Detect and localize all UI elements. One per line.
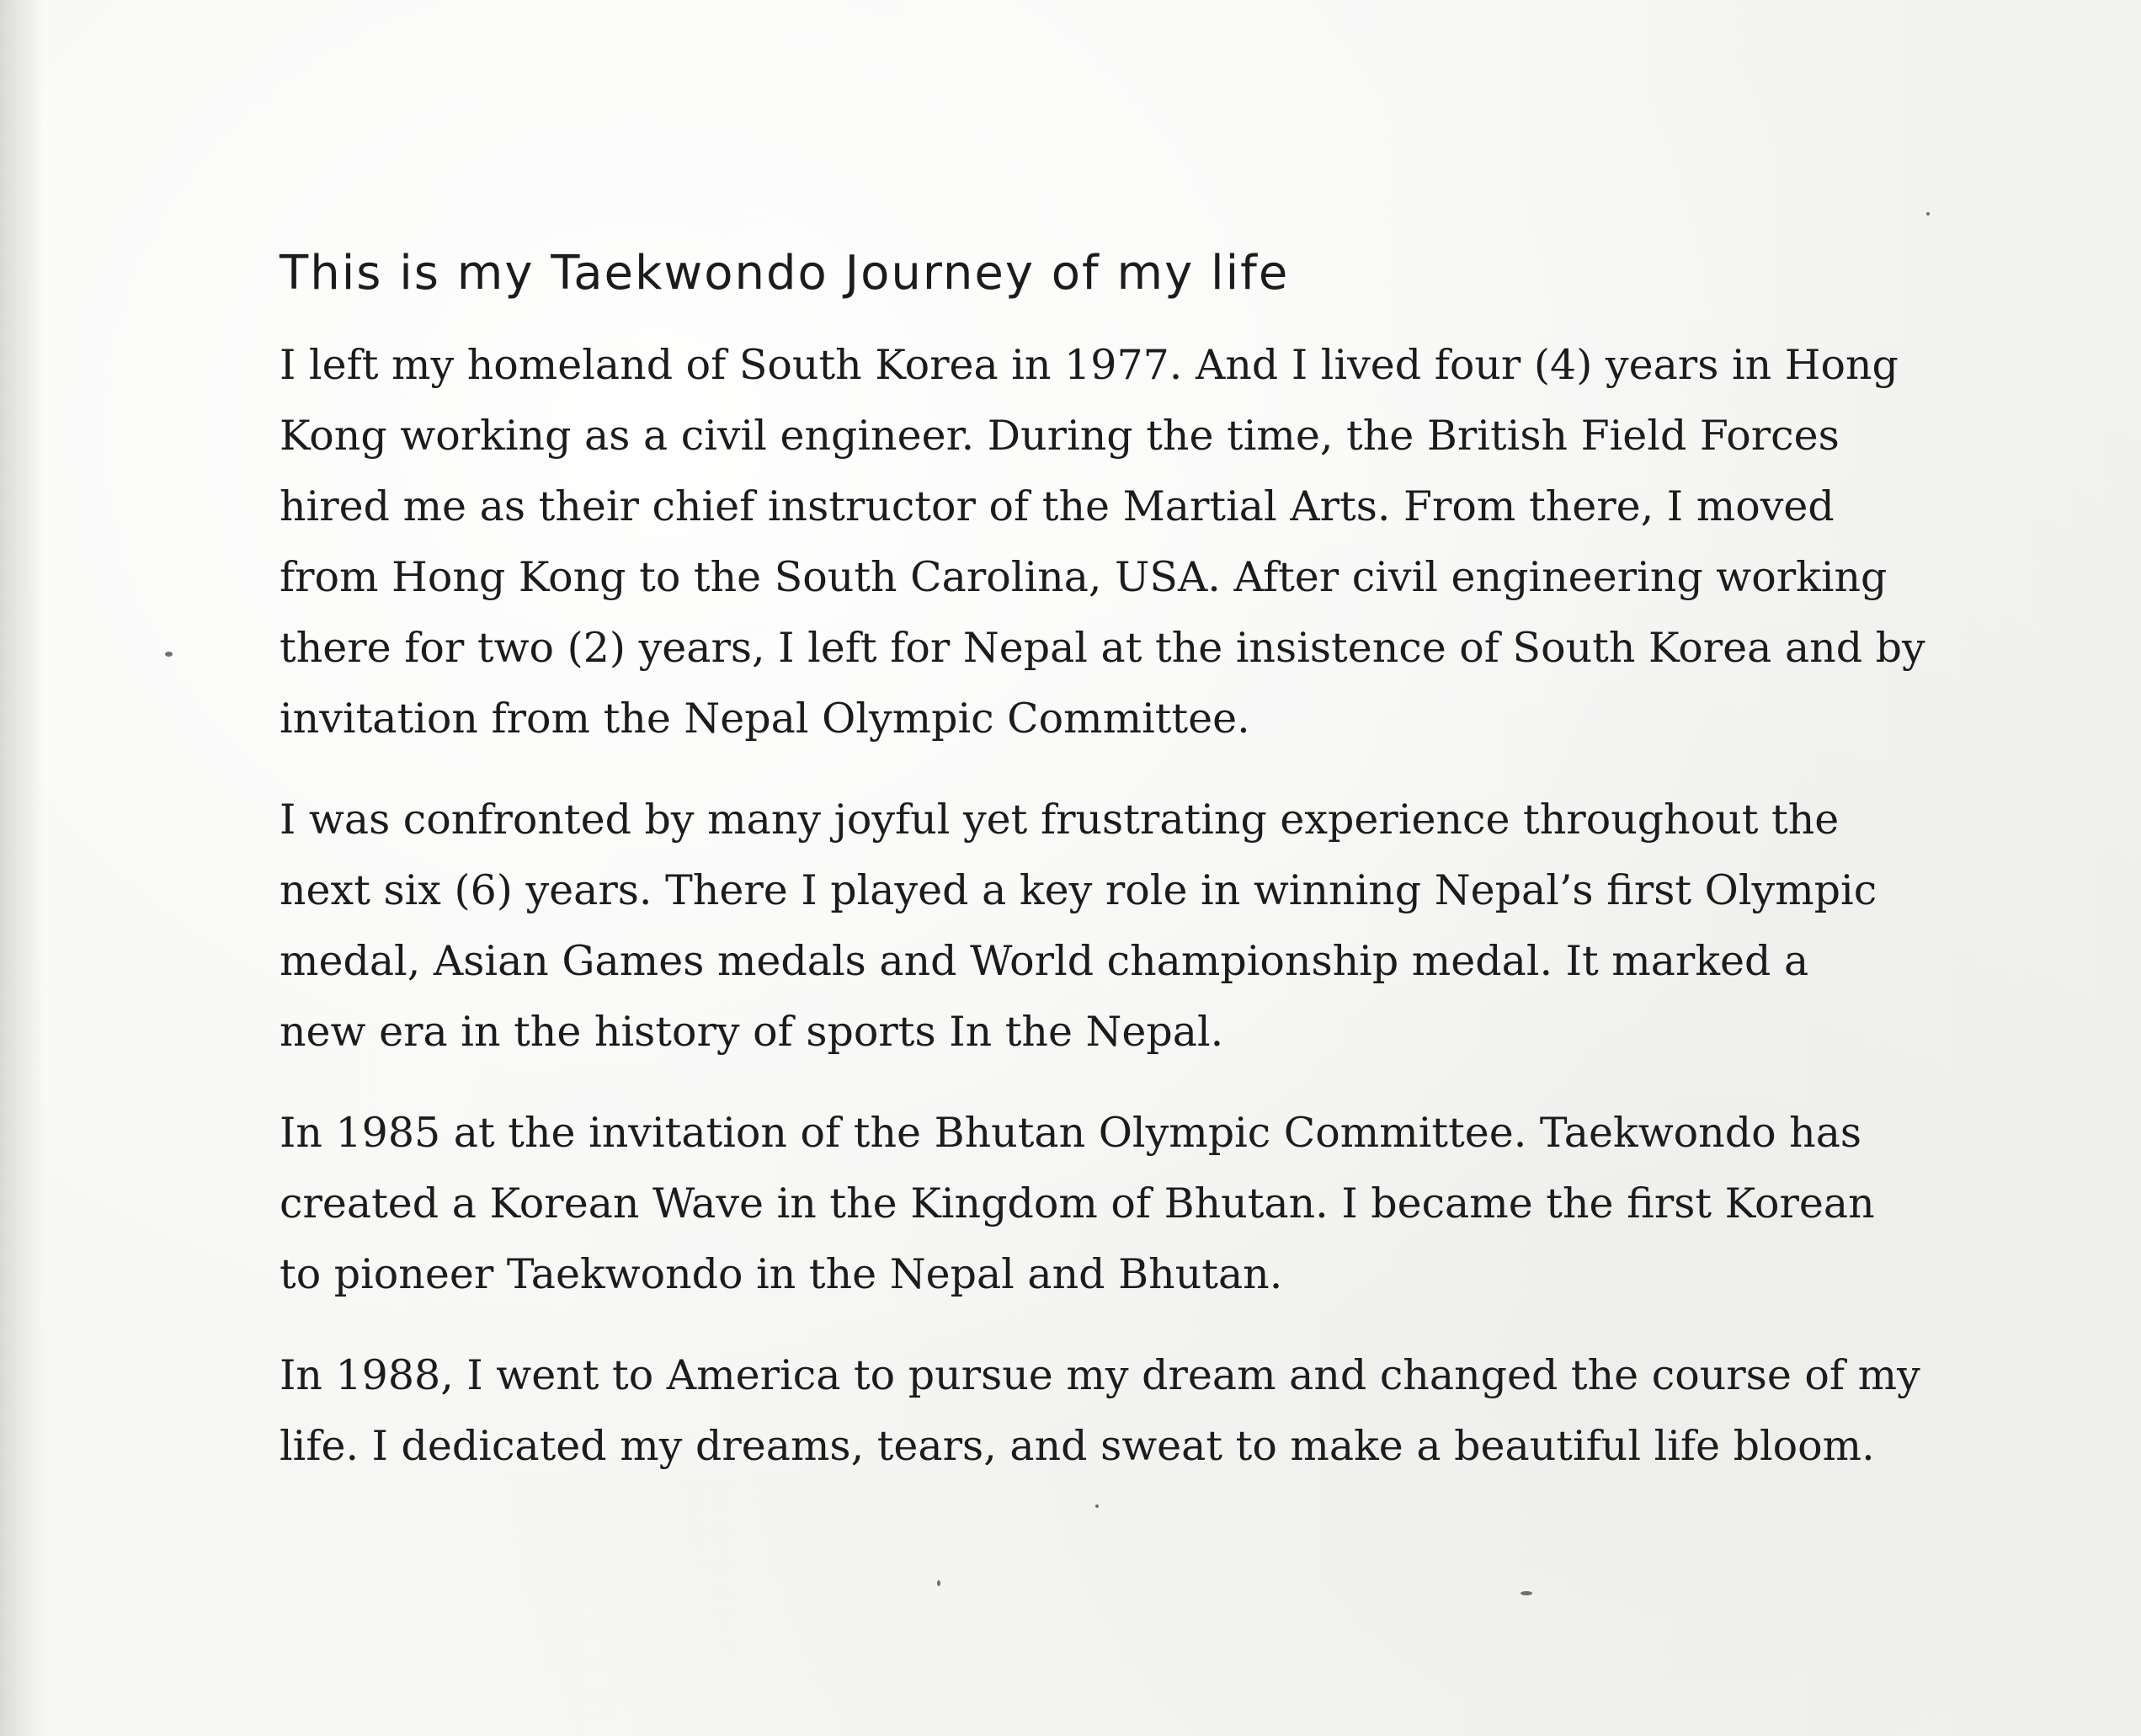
text-line: next six (6) years. There I played a key role in winning Nepal’s first Olympic (280, 866, 1877, 914)
document-body (280, 236, 1925, 1512)
scan-speck (937, 1580, 940, 1586)
text-line: In 1985 at the invitation of the Bhutan Olympic Committee. Taekwondo has (280, 1109, 1862, 1157)
text-line: I was confronted by many joyful yet frustrating experience throughout the (280, 796, 1840, 844)
text-line: In 1988, I went to America to pursue my dream and changed the course of my (280, 1351, 1920, 1399)
text-line: invitation from the Nepal Olympic Committee. (280, 695, 1250, 743)
text-line: there for two (2) years, I left for Nepal at the insistence of South Korea and by (280, 624, 1925, 672)
text-line: I left my homeland of South Korea in 1977. And I lived four (4) years in Hong (280, 341, 1899, 389)
text-line: created a Korean Wave in the Kingdom of Bhutan. I became the first Korean (280, 1180, 1875, 1227)
paragraph-1 (280, 330, 1925, 754)
scan-speck (1926, 212, 1930, 216)
paragraph-2 (280, 785, 1921, 1068)
scan-speck (1521, 1591, 1532, 1595)
paragraph-3 (280, 1098, 1921, 1310)
document-title: This is my Taekwondo Journey of my life (280, 246, 1290, 301)
text-line: Kong working as a civil engineer. During the time, the British Field Forces (280, 412, 1840, 460)
page-edge-shadow (0, 0, 44, 1736)
paragraph-4 (280, 1340, 1921, 1482)
scan-speck (165, 652, 173, 657)
text-line: life. I dedicated my dreams, tears, and sweat to make a beautiful life bloom. (280, 1422, 1875, 1470)
text-line: hired me as their chief instructor of the Martial Arts. From there, I moved (280, 482, 1835, 530)
text-line: from Hong Kong to the South Carolina, USA. After civil engineering working (280, 553, 1888, 601)
text-line: new era in the history of sports In the Nepal. (280, 1008, 1224, 1056)
text-line: to pioneer Taekwondo in the Nepal and Bhutan. (280, 1250, 1283, 1298)
text-line: medal, Asian Games medals and World championship medal. It marked a (280, 937, 1809, 985)
